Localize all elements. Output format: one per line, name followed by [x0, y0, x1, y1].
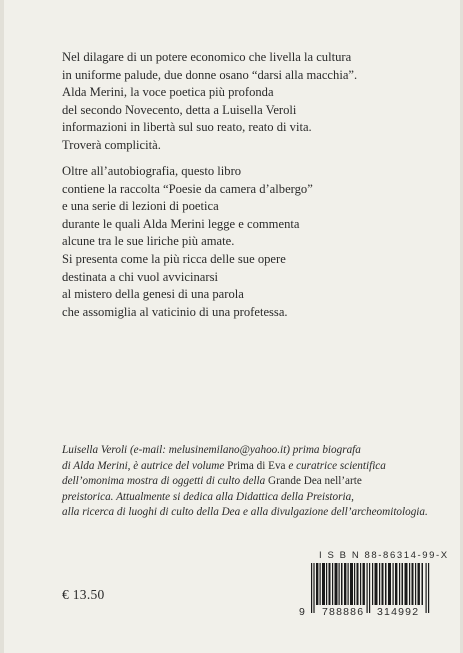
- text-line: che assomiglia al vaticinio di una profetessa.: [62, 304, 288, 319]
- blurb-paragraph-2: [62, 163, 442, 321]
- isbn-label: I S B N 88-86314-99-X: [319, 550, 449, 561]
- price-label: € 13.50: [62, 587, 105, 602]
- barcode-lead-digit: 9: [299, 606, 305, 618]
- text-line: contiene la raccolta “Poesie da camera d’albergo”: [62, 181, 313, 196]
- text-line: del secondo Novecento, detta a Luisella Veroli: [62, 102, 297, 117]
- exhibition-title: Grande Dea nell’arte: [268, 475, 362, 488]
- author-note-text: di Alda Merini, è autrice del volume: [62, 459, 228, 472]
- text-line: durante le quali Alda Merini legge e commenta: [62, 216, 300, 231]
- page-edge-left: [0, 0, 4, 653]
- text-line: Troverà complicità.: [62, 137, 161, 152]
- barcode-digits-right: 314992: [377, 606, 420, 618]
- book-title: Prima di Eva: [227, 459, 286, 472]
- text-line: Alda Merini, la voce poetica più profonda: [62, 85, 274, 100]
- author-note: [62, 443, 447, 521]
- author-note-line: Luisella Veroli (e-mail: melusinemilano@yahoo.it) prima biografa: [62, 444, 361, 456]
- text-line: al mistero della genesi di una parola: [62, 287, 244, 302]
- text-line: in uniforme palude, due donne osano “darsi alla macchia”.: [62, 67, 358, 82]
- text-line: alcune tra le sue liriche più amate.: [62, 234, 235, 249]
- isbn-barcode: [295, 550, 449, 625]
- text-line: Oltre all’autobiografia, questo libro: [62, 164, 242, 178]
- author-note-line: [62, 459, 447, 475]
- author-note-text: e curatrice scientifica: [285, 459, 386, 472]
- text-line: Nel dilagare di un potere economico che livella la cultura: [62, 50, 352, 64]
- blurb-paragraph-1: [62, 49, 442, 155]
- author-note-line: [62, 474, 447, 490]
- barcode-digits-left: 788886: [322, 606, 365, 618]
- author-note-line: alla ricerca di luoghi di culto della Dea e alla divulgazione dell’archeomitologia.: [62, 506, 428, 519]
- author-note-line: preistorica. Attualmente si dedica alla Didattica della Preistoria,: [62, 490, 354, 503]
- text-line: e una serie di lezioni di poetica: [62, 199, 219, 214]
- text-line: informazioni in libertà sul suo reato, reato di vita.: [62, 120, 312, 135]
- author-note-text: dell’omonima mostra di oggetti di culto della: [62, 475, 269, 488]
- text-line: Si presenta come la più ricca delle sue opere: [62, 251, 286, 266]
- text-line: destinata a chi vuol avvicinarsi: [62, 269, 218, 284]
